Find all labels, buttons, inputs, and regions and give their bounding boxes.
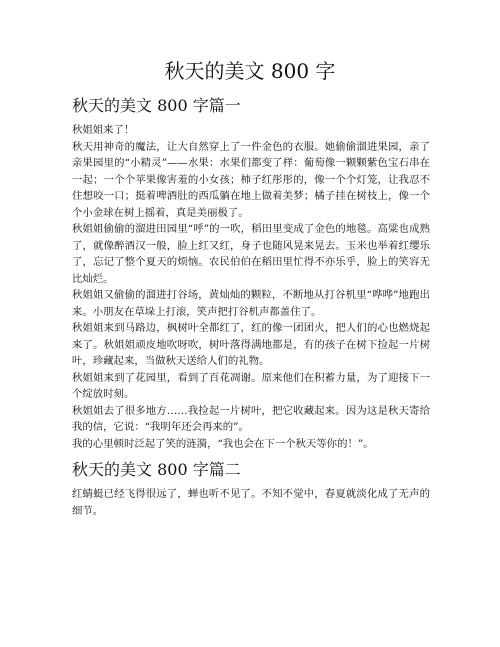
paragraph: 我的心里顿时泛起了笑的涟漪，“我也会在下一个秋天等你的！”。 [72, 437, 374, 450]
paragraph: 秋姐姐来到马路边，枫树叶全都红了，红的像一团团火，把人们的心也燃烧起来了。秋姐姐顽皮地吹呀吹，树叶落得满地都是，有的孩子在树下捡起一片树叶，珍藏起来，当做秋天送给人们的礼物。 [72, 322, 430, 367]
paragraph: 秋姐姐偷偷的溜进田园里“呼”的一吹，稻田里变成了金色的地毯。高粱也成熟了，就像醉酒汉一般，脸上红又红，身子也随风晃来晃去。玉米也举着红缨乐了，忘记了整个夏天的烦恼。农民伯伯在稻田里忙得不亦乐乎，脸上的笑容无比灿烂。 [72, 223, 430, 285]
paragraph: 秋姐姐去了很多地方……我捡起一片树叶，把它收藏起来。因为这是秋天寄给我的信，它说：“我明年还会再来的”。 [72, 404, 430, 433]
paragraph: 秋天用神奇的魔法，让大自然穿上了一件金色的衣服。她偷偷溜进果园，亲了亲果园里的“小精灵”——水果：水果们都变了样：葡萄像一颗颗紫色宝石串在一起；一个个苹果像害羞的小女孩；柿子红彤彤的，像一个个灯笼，让我忍不住想咬一口；挺着啤酒肚的西瓜躺在地上做着美梦；橘子挂在树枝上，像一个个小金球在树上摇着，真是美丽极了。 [72, 140, 430, 219]
paragraph: 秋姐姐来了！ [72, 124, 135, 136]
paragraph: 秋姐姐又偷偷的溜进打谷场，黄灿灿的颗粒，不断地从打谷机里“哗哗”地跑出来。小朋友在草垛上打滚，笑声把打谷机声都盖住了。 [72, 289, 430, 318]
document-title: 秋天的美文 800 字 [164, 59, 336, 83]
section-heading-2: 秋天的美文 800 字篇二 [72, 460, 241, 479]
section-heading-1: 秋天的美文 800 字篇一 [72, 96, 241, 115]
paragraph: 秋姐姐来到了花园里，看到了百花凋谢。原来他们在积蓄力量，为了迎接下一个绽放时刻。 [72, 371, 430, 400]
document-body [72, 94, 430, 519]
paragraph: 红蜻蜓已经飞得很远了，蝉也听不见了。不知不觉中，春夏就淡化成了无声的细节。 [72, 488, 430, 517]
